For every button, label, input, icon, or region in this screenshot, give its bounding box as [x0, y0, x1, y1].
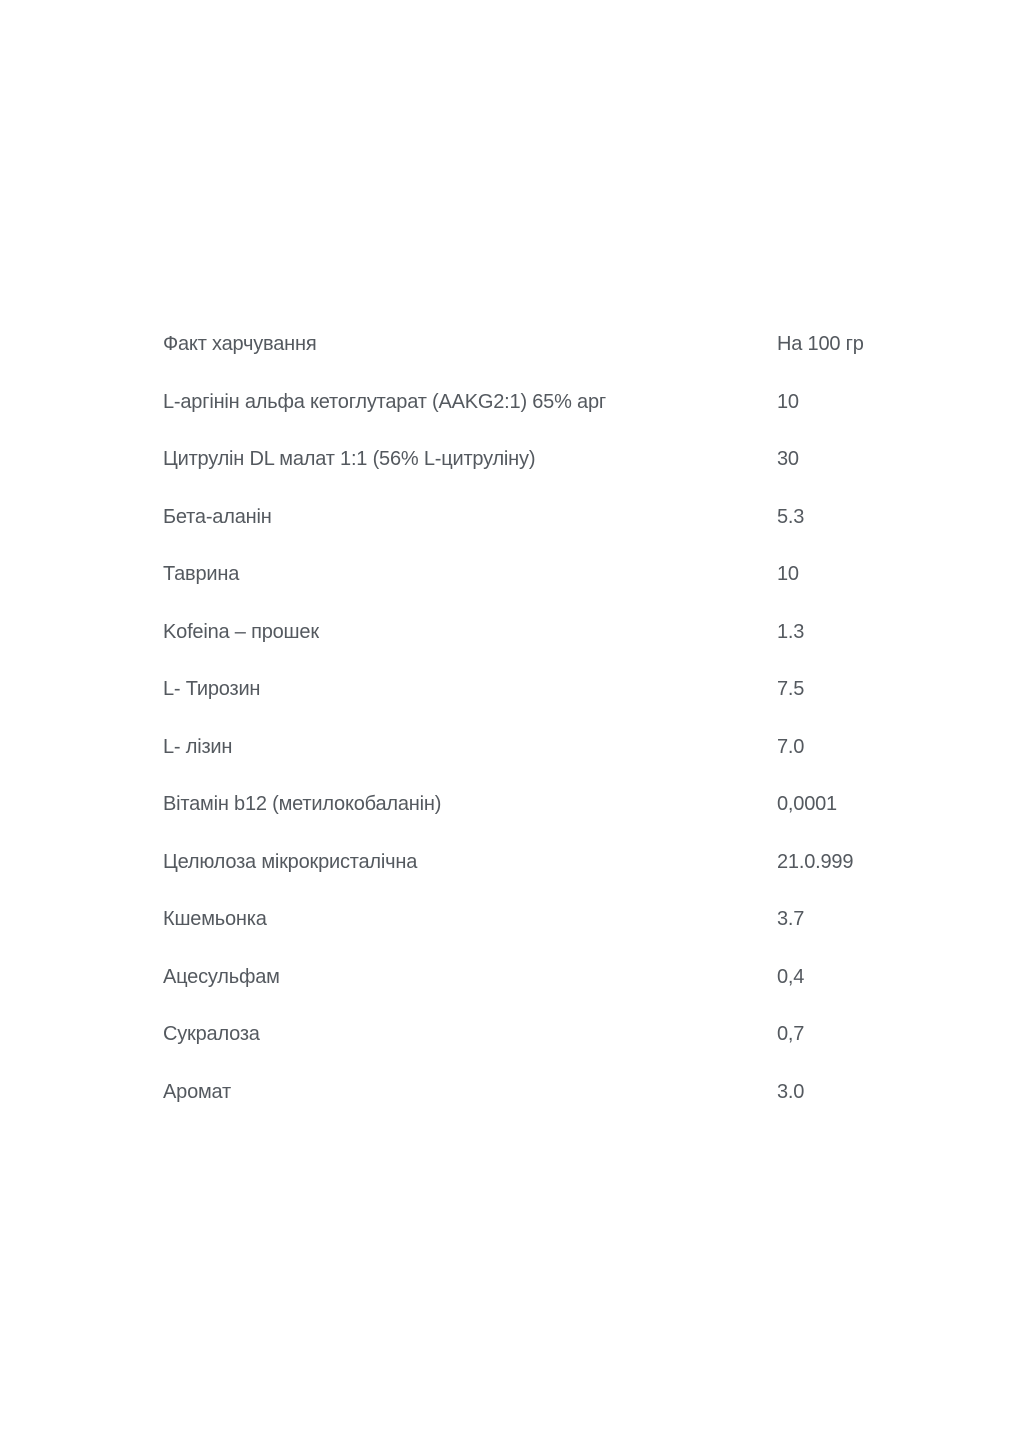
- ingredient-name: Kofeina – прошек: [163, 620, 319, 643]
- ingredient-name: Таврина: [163, 563, 240, 585]
- table-header-value: На 100 гр: [777, 333, 864, 355]
- ingredient-amount: 21.0.999: [777, 850, 854, 873]
- ingredient-name: L-аргінін альфа кетоглутарат (AAKG2:1) 65% арг: [163, 390, 606, 413]
- ingredient-name: Ацесульфам: [163, 965, 280, 988]
- ingredient-amount: 10: [777, 563, 799, 585]
- table-row: [163, 1080, 923, 1138]
- ingredient-amount: 10: [777, 390, 799, 413]
- ingredient-name: L- лізин: [163, 735, 233, 758]
- ingredient-amount: 3.0: [777, 1080, 805, 1103]
- table-row: [163, 447, 923, 505]
- ingredient-name: Целюлоза мікрокристалічна: [163, 850, 418, 873]
- facts-table-body: [163, 390, 923, 1138]
- ingredient-name: Вітамін b12 (метилокобаланін): [163, 793, 442, 815]
- ingredient-amount: 1.3: [777, 620, 805, 643]
- ingredient-amount: 0,4: [777, 965, 805, 988]
- ingredient-amount: 3.7: [777, 908, 805, 930]
- ingredient-name: Сукралоза: [163, 1023, 260, 1045]
- ingredient-name: L- Тирозин: [163, 678, 261, 700]
- table-row: [163, 505, 923, 563]
- ingredient-amount: 7.5: [777, 678, 805, 700]
- table-row: [163, 792, 923, 850]
- ingredient-name: Кшемьонка: [163, 908, 267, 930]
- ingredient-amount: 7.0: [777, 735, 805, 758]
- table-row: [163, 620, 923, 678]
- table-header-label: Факт харчування: [163, 333, 317, 355]
- table-row: [163, 850, 923, 908]
- table-header-row: [163, 332, 923, 390]
- table-row: [163, 907, 923, 965]
- table-row: [163, 965, 923, 1023]
- ingredient-name: Аромат: [163, 1080, 231, 1103]
- nutrition-facts-table: [163, 332, 923, 1137]
- ingredient-name: Цитрулін DL малат 1:1 (56% L-цитруліну): [163, 448, 536, 470]
- ingredient-amount: 30: [777, 448, 799, 470]
- table-row: [163, 390, 923, 448]
- table-row: [163, 735, 923, 793]
- ingredient-amount: 0,0001: [777, 793, 837, 815]
- table-row: [163, 562, 923, 620]
- ingredient-name: Бета-аланін: [163, 505, 272, 528]
- table-row: [163, 1022, 923, 1080]
- ingredient-amount: 5.3: [777, 505, 805, 528]
- table-row: [163, 677, 923, 735]
- ingredient-amount: 0,7: [777, 1023, 805, 1045]
